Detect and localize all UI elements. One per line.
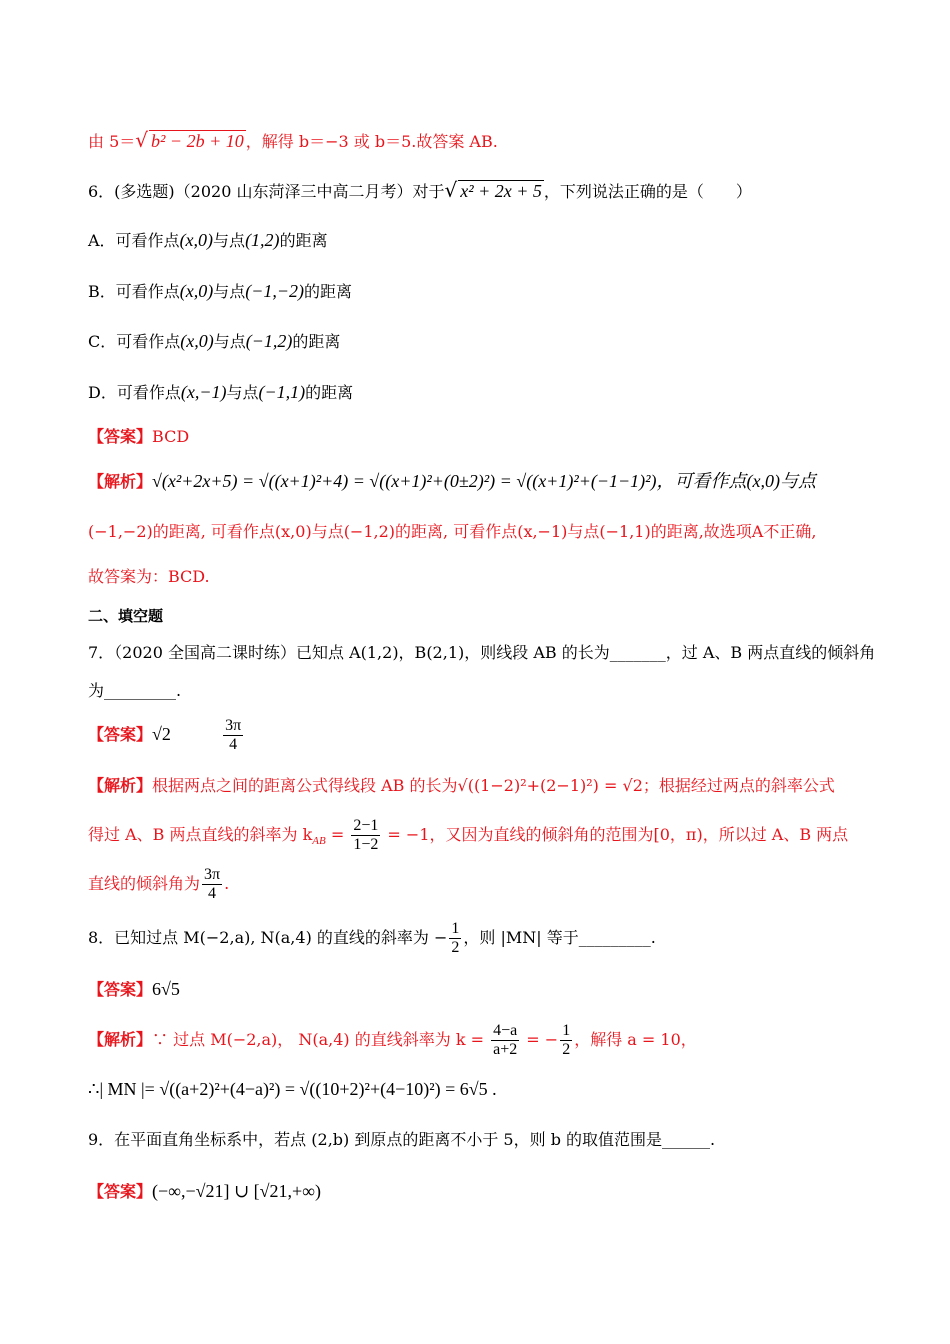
q6-explanation-1: 【解析】√(x²+2x+5) = √((x+1)²+4) = √((x+1)²+(0±2)²) = √((x+1)²+(−1−1)²)，可看作点(x,0)与点: [88, 471, 817, 491]
q6-option-a: A．可看作点(x,0)与点(1,2)的距离: [88, 230, 328, 250]
q7-explanation-2: 得过 A、B 两点直线的斜率为 $k_{AB}$ = $\frac{2-1}{1-2}$ = −1，又因为直线的倾斜角的范围为[0，π)，所以过 A、B 两点: [88, 817, 849, 853]
q8-explanation-1: 【解析】∵ 过点 M(−2,a)， N(a,4) 的直线斜率为 k = $\frac{4-a}{a+2}$ = − $\frac{1}{2}$ ，解得 a = 10，: [88, 1022, 697, 1058]
q7-explanation-1: 【解析】根据两点之间的距离公式得线段 AB 的长为√((1−2)²+(2−1)²) = √2；根据经过两点的斜率公式: [88, 776, 835, 795]
q9-stem: 9．在平面直角坐标系中，若点 (2,b) 到原点的距离不小于 5，则 b 的取值范围是______.: [88, 1130, 716, 1149]
q6-option-c: C．可看作点(x,0)与点(−1,2)的距离: [88, 331, 341, 351]
q6-explanation-3: 故答案为：BCD.: [88, 567, 210, 586]
q9-answer: 【答案】(−∞,−√21] ∪ [√21,+∞): [88, 1181, 321, 1201]
q6-explanation-2: (−1,−2)的距离, 可看作点(x,0)与点(−1,2)的距离, 可看作点(x,−1)与点(−1,1)的距离,故选项A不正确,: [88, 522, 817, 541]
answer-fraction: $\frac{3\pi}{4}$: [225, 717, 242, 753]
q7-stem-2: 为_________.: [88, 681, 182, 700]
q7-answer: 【答案】√2 $\frac{3\pi}{4}$: [88, 717, 242, 753]
q5-solution-end: 由 5＝√ b² − 2b + 10 ，解得 b＝−3 或 b＝5.故答案 AB.: [88, 128, 498, 152]
q8-explanation-2: ∴| MN |= √((a+2)²+(4−a)²) = √((10+2)²+(4−10)²) = 6√5 .: [88, 1079, 497, 1099]
q7-explanation-3: 直线的倾斜角为 $\frac{3\pi}{4}$ .: [88, 866, 230, 902]
q8-answer: 【答案】6√5: [88, 979, 180, 999]
q6-option-b: B．可看作点(x,0)与点(−1,−2)的距离: [88, 281, 353, 301]
q6-answer: 【答案】BCD: [88, 427, 190, 446]
q7-stem-1: 7．（2020 全国高二课时练）已知点 A(1,2)，B(2,1)，则线段 AB 的长为_______，过 A、B 两点直线的倾斜角: [88, 643, 876, 662]
section-heading: 二、填空题: [88, 607, 164, 625]
q6-option-d: D．可看作点(x,−1)与点(−1,1)的距离: [88, 382, 354, 402]
q6-stem: 6．(多选题)（2020 山东菏泽三中高二月考）对于√ x² + 2x + 5 ，下列说法正确的是（ ）: [88, 178, 752, 202]
q8-stem: 8．已知过点 M(−2,a), N(a,4) 的直线的斜率为 − $\frac{1}{2}$ ，则 |MN| 等于_________.: [88, 920, 656, 956]
